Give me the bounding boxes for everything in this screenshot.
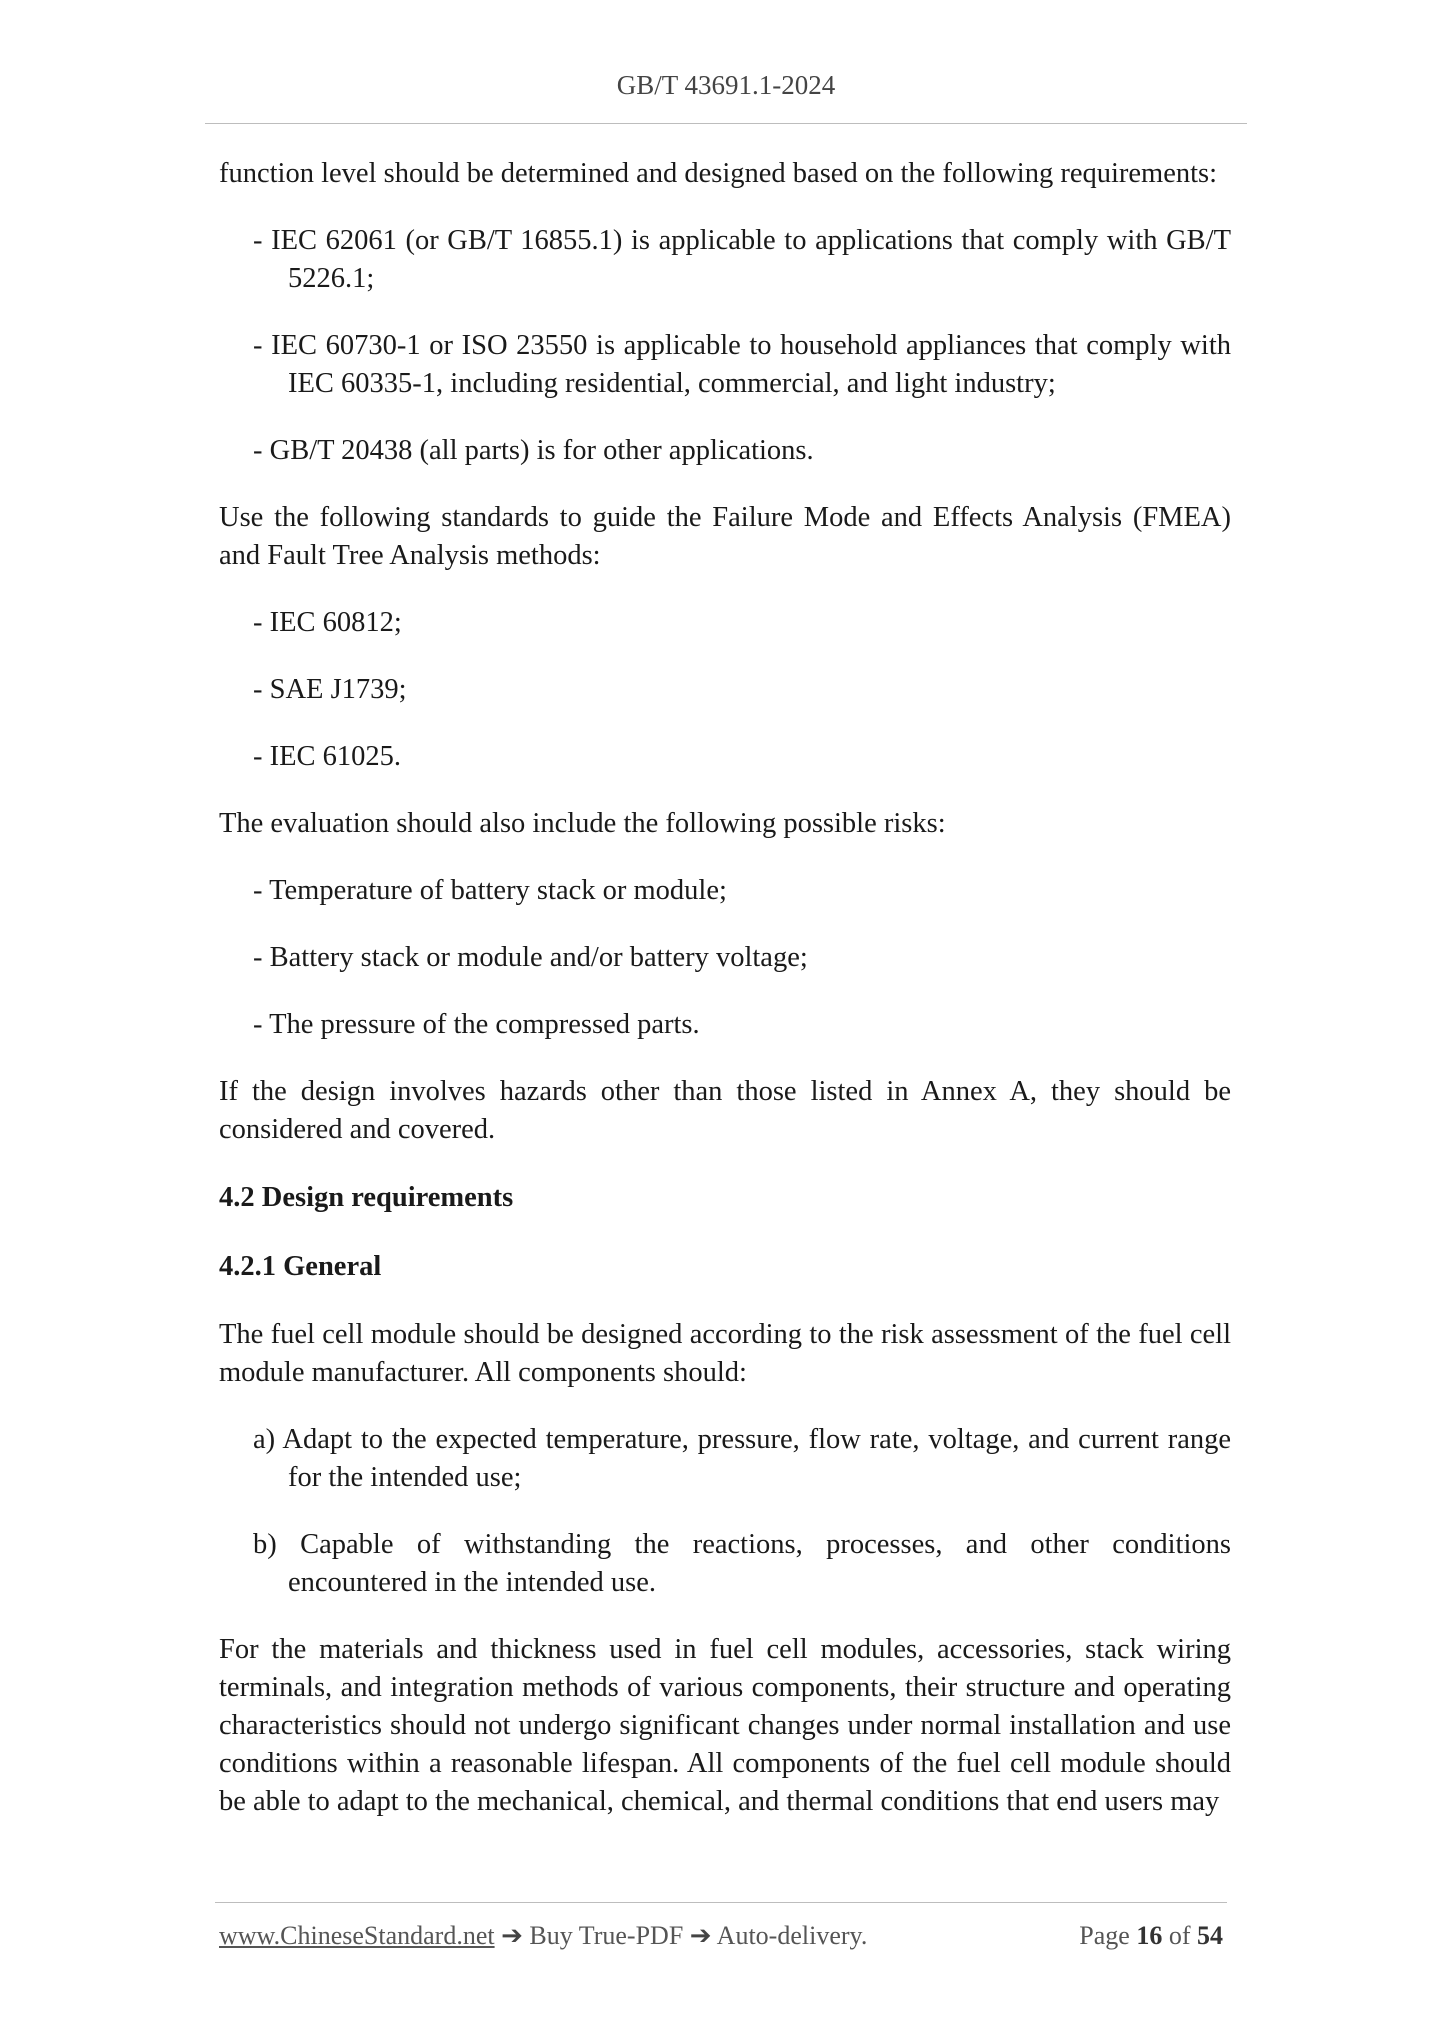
paragraph-general-intro: The fuel cell module should be designed according to the risk assessment of the fuel cell module manufacturer. All components should: — [219, 1319, 1231, 1388]
footer-divider — [215, 1902, 1227, 1903]
page-label: Page — [1079, 1921, 1130, 1950]
list-item-risk: - The pressure of the compressed parts. — [253, 1009, 700, 1040]
paragraph-fmea-intro: Use the following standards to guide the Failure Mode and Effects Analysis (FMEA) and Fault Tree Analysis methods: — [219, 502, 1231, 571]
list-item-req: - IEC 60730-1 or ISO 23550 is applicable to household appliances that comply with IEC 60335-1, including residential, commercial, and light industry; — [253, 330, 1231, 399]
list-item-risk: - Temperature of battery stack or module; — [253, 875, 727, 906]
paragraph-risk-intro: The evaluation should also include the following possible risks: — [219, 808, 946, 839]
paragraph-annex-note: If the design involves hazards other than those listed in Annex A, they should be considered and covered. — [219, 1076, 1231, 1145]
list-item-req: - IEC 62061 (or GB/T 16855.1) is applicable to applications that comply with GB/T 5226.1; — [253, 225, 1231, 294]
page-current: 16 — [1136, 1921, 1163, 1950]
page-number — [1079, 1921, 1223, 1951]
document-body — [219, 155, 1231, 1850]
list-item-general: b) Capable of withstanding the reactions, processes, and other conditions encountered in the intended use. — [253, 1529, 1231, 1598]
arrow-right-icon: ➔ — [689, 1921, 712, 1950]
header-divider — [205, 123, 1247, 124]
footer-links — [219, 1921, 867, 1951]
list-item-general: a) Adapt to the expected temperature, pressure, flow rate, voltage, and current range for the intended use; — [253, 1424, 1231, 1493]
section-heading-4-2: 4.2 Design requirements — [219, 1182, 514, 1213]
document-header: GB/T 43691.1-2024 — [616, 70, 836, 100]
page-footer — [219, 1921, 1223, 1951]
list-item-req: - GB/T 20438 (all parts) is for other applications. — [253, 435, 814, 466]
list-item-fmea: - SAE J1739; — [253, 674, 407, 705]
page-total: 54 — [1197, 1921, 1223, 1950]
list-item-risk: - Battery stack or module and/or battery voltage; — [253, 942, 808, 973]
list-item-fmea: - IEC 60812; — [253, 607, 402, 638]
auto-delivery-text: Auto-delivery. — [716, 1921, 868, 1950]
buy-pdf-text: Buy True-PDF — [529, 1921, 684, 1950]
list-item-fmea: - IEC 61025. — [253, 741, 402, 772]
website-link[interactable]: www.ChineseStandard.net — [219, 1921, 495, 1950]
page-of-label: of — [1168, 1921, 1191, 1950]
section-heading-4-2-1: 4.2.1 General — [219, 1251, 382, 1282]
arrow-right-icon: ➔ — [501, 1921, 523, 1950]
paragraph-intro: function level should be determined and designed based on the following requirements: — [219, 158, 1218, 189]
paragraph-materials: For the materials and thickness used in fuel cell modules, accessories, stack wiring terminals, and integration methods of various components, their structure and operating characteristics should not undergo significant changes under normal installation and use conditions within a reasonable lifespan. All components of the fuel cell module should be able to adapt to the mechanical, chemical, and thermal conditions that end users may — [219, 1634, 1231, 1817]
